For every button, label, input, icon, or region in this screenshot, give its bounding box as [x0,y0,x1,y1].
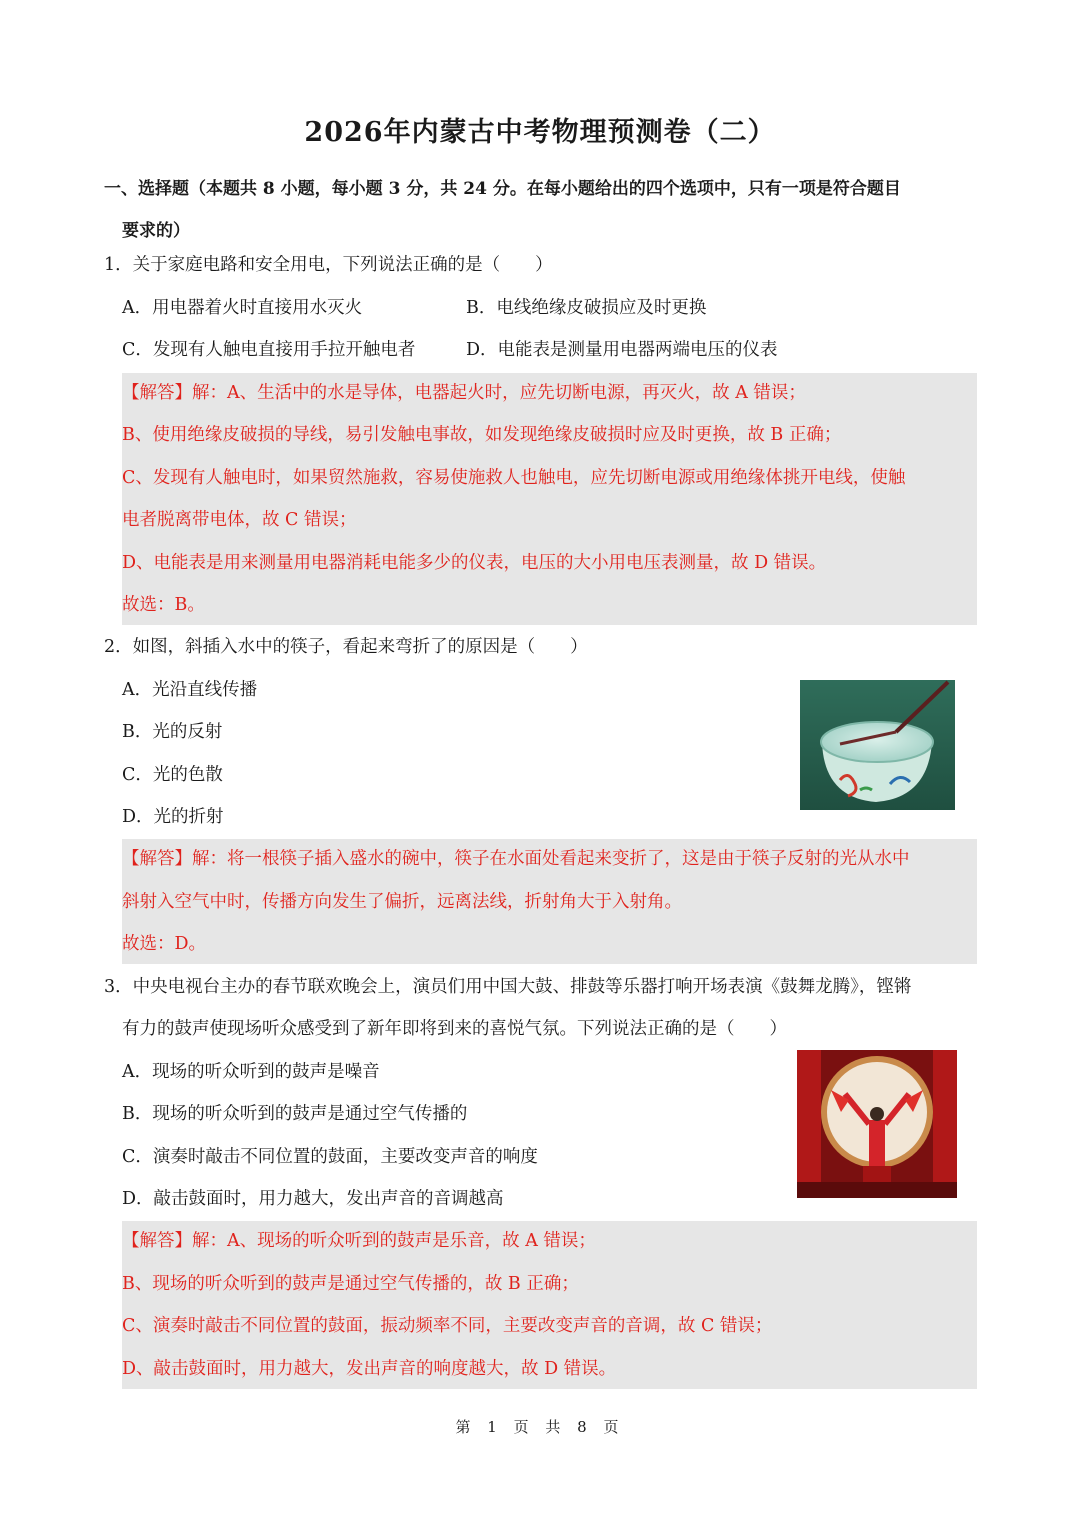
q3-answer-line2: B、现场的听众听到的鼓声是通过空气传播的，故 B 正确； [122,1274,579,1294]
q1-answer-line4: 电者脱离带电体，故 C 错误； [122,510,357,530]
q2-stem: 2．如图，斜插入水中的筷子，看起来弯折了的原因是（ ） [104,637,588,657]
q3-answer-tag: 【解答】 [122,1231,192,1251]
q3-stem-line2: 有力的鼓声使现场听众感受到了新年即将到来的喜悦气氛。下列说法正确的是（ ） [122,1019,787,1039]
q1-stem: 1．关于家庭电路和安全用电，下列说法正确的是（ ） [104,255,553,275]
q3-answer-line1 [122,1220,596,1262]
q3-option-b: B．现场的听众听到的鼓声是通过空气传播的 [122,1104,468,1124]
section-heading [104,168,984,252]
page-title: 2026年内蒙古中考物理预测卷（二） [304,117,776,148]
q2-option-a: A．光沿直线传播 [122,680,258,700]
q1-answer-tag: 【解答】 [122,383,192,403]
q2-answer-line2: 斜射入空气中时，传播方向发生了偏折，远离法线，折射角大于入射角。 [122,892,682,912]
q1-answer-text1: 解：A、生活中的水是导体，电器起火时，应先切断电源，再灭火，故 A 错误； [192,383,806,403]
q1-answer-line1 [122,372,806,414]
q2-answer-choice: 故选：D。 [122,934,207,954]
q2-answer-text1: 解：将一根筷子插入盛水的碗中，筷子在水面处看起来变折了，这是由于筷子反射的光从水中 [192,849,910,869]
page-footer: 第 1 页 共 8 页 [455,1418,625,1436]
q2-answer-line1 [122,838,910,880]
q1-answer-line2: B、使用绝缘皮破损的导线，易引发触电事故，如发现绝缘皮破损时应及时更换，故 B 正确； [122,425,842,445]
q3-answer-line4: D、敲击鼓面时，用力越大，发出声音的响度越大，故 D 错误。 [122,1359,617,1379]
q3-option-a: A．现场的听众听到的鼓声是噪音 [122,1062,380,1082]
q1-answer-choice: 故选：B。 [122,595,205,615]
drum-performer-illustration [797,1050,957,1198]
q2-option-b: B．光的反射 [122,722,223,742]
q2-answer-tag: 【解答】 [122,849,192,869]
q3-answer-line3: C、演奏时敲击不同位置的鼓面，振动频率不同，主要改变声音的音调，故 C 错误； [122,1316,773,1336]
q2-option-c: C．光的色散 [122,765,223,785]
drum-performance-image [797,1050,957,1198]
q1-option-c: C．发现有人触电直接用手拉开触电者 [122,340,416,360]
q1-answer-line3: C、发现有人触电时，如果贸然施救，容易使施救人也触电，应先切断电源或用绝缘体挑开电线，使触 [122,468,906,488]
q3-stem-line1: 3．中央电视台主办的春节联欢晚会上，演员们用中国大鼓、排鼓等乐器打响开场表演《鼓舞龙腾》，铿锵 [104,977,912,997]
q1-option-b: B．电线绝缘皮破损应及时更换 [466,298,707,318]
q1-option-a: A．用电器着火时直接用水灭火 [122,298,363,318]
q3-option-c: C．演奏时敲击不同位置的鼓面，主要改变声音的响度 [122,1147,538,1167]
bowl-chopstick-illustration [800,680,955,810]
q3-option-d: D．敲击鼓面时，用力越大，发出声音的音调越高 [122,1189,504,1209]
q1-answer-line5: D、电能表是用来测量用电器消耗电能多少的仪表，电压的大小用电压表测量，故 D 错误。 [122,553,827,573]
q1-option-d: D．电能表是测量用电器两端电压的仪表 [466,340,778,360]
q3-answer-text1: 解：A、现场的听众听到的鼓声是乐音，故 A 错误； [192,1231,596,1251]
q2-option-d: D．光的折射 [122,807,224,827]
section-heading-line1: 一、选择题（本题共 8 小题，每小题 3 分，共 24 分。在每小题给出的四个选项中，只有一项是符合题目 [104,179,901,199]
section-heading-line2: 要求的） [122,221,190,241]
bowl-chopstick-image [800,680,955,810]
